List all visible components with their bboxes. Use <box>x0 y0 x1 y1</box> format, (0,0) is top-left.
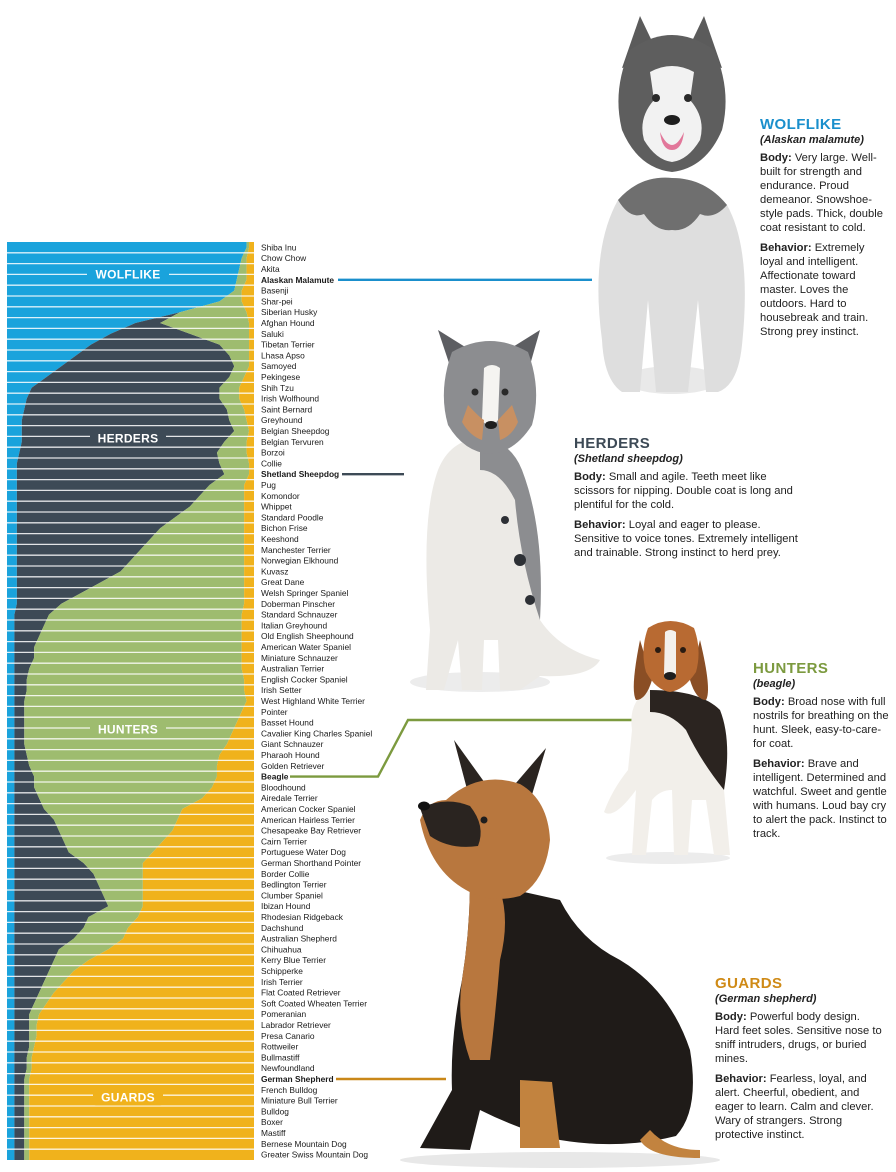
breed-label: Chow Chow <box>261 253 307 264</box>
breed-label: Shar-pei <box>261 296 293 307</box>
breed-label: Mastiff <box>261 1128 286 1138</box>
breed-label: Miniature Bull Terrier <box>261 1095 338 1106</box>
breed-label: Pharaoh Hound <box>261 750 320 760</box>
hunters-behavior <box>753 757 891 841</box>
group-label-wolflike: WOLFLIKE <box>95 267 161 282</box>
alaskan-malamute-image <box>598 16 744 394</box>
herders-body-label: Body: <box>574 471 606 483</box>
breed-label: Basset Hound <box>261 717 314 728</box>
breed-label: Cavalier King Charles Spaniel <box>261 728 373 739</box>
wolflike-body-text: Very large. Well-built for strength and endurance. Proud demeanor. Snowshoe-style pads. Thick, double coat resistant to cold. <box>760 152 883 234</box>
breed-label: Airedale Terrier <box>261 793 318 804</box>
breed-label: Belgian Tervuren <box>261 436 324 447</box>
breed-label: Miniature Schnauzer <box>261 652 338 663</box>
breed-label: English Cocker Spaniel <box>261 674 348 685</box>
breed-label: Pomeranian <box>261 1009 307 1020</box>
breed-label: Saint Bernard <box>261 404 313 415</box>
guards-panel <box>715 975 883 1148</box>
breed-label: French Bulldog <box>261 1084 318 1095</box>
breed-label: Welsh Springer Spaniel <box>261 588 349 598</box>
breed-label: Belgian Sheepdog <box>261 426 330 436</box>
stacked-area-layers <box>7 242 254 1160</box>
breed-label: Labrador Retriever <box>261 1020 331 1030</box>
breed-label: Border Collie <box>261 868 310 879</box>
breed-label: Ibizan Hound <box>261 901 311 912</box>
breed-label: Great Dane <box>261 577 305 588</box>
herders-body <box>574 470 800 512</box>
breed-label: Shiba Inu <box>261 242 297 253</box>
breed-label: Bulldog <box>261 1106 289 1117</box>
breed-label: Pekingese <box>261 372 301 382</box>
breed-label: Shih Tzu <box>261 382 294 393</box>
wolflike-body-label: Body: <box>760 152 792 164</box>
breed-label: Boxer <box>261 1117 283 1128</box>
breed-label: Kerry Blue Terrier <box>261 955 327 966</box>
breed-label: Rhodesian Ridgeback <box>261 912 343 922</box>
breed-label: Old English Sheephound <box>261 631 354 642</box>
breed-label: Akita <box>261 264 280 274</box>
breed-label: Komondor <box>261 490 300 501</box>
wolflike-behavior-label: Behavior: <box>760 242 812 254</box>
german-shepherd-image <box>400 740 720 1168</box>
group-label-hunters: HUNTERS <box>97 722 159 737</box>
breed-label: Chesapeake Bay Retriever <box>261 825 362 836</box>
breed-label: Australian Terrier <box>261 663 325 674</box>
hunters-body <box>753 695 891 751</box>
breed-label: Australian Shepherd <box>261 933 337 944</box>
wolflike-behavior <box>760 241 890 339</box>
breed-label: Keeshond <box>261 534 299 544</box>
breed-label: German Shepherd <box>261 1074 334 1084</box>
breed-label: Dachshund <box>261 922 304 933</box>
breed-label: Standard Poodle <box>261 512 324 523</box>
breed-label: Tibetan Terrier <box>261 339 315 350</box>
guards-body-label: Body: <box>715 1011 747 1023</box>
guards-behavior-label: Behavior: <box>715 1073 767 1085</box>
breed-label: Bedlington Terrier <box>261 879 327 890</box>
breed-label: Shetland Sheepdog <box>261 469 340 480</box>
herders-panel <box>574 435 800 566</box>
breed-label: Giant Schnauzer <box>261 739 324 750</box>
guards-title: GUARDS <box>715 975 783 992</box>
breed-label: Irish Terrier <box>261 976 303 987</box>
herders-behavior <box>574 518 800 560</box>
guards-behavior <box>715 1072 883 1142</box>
breed-label: Bernese Mountain Dog <box>261 1138 347 1149</box>
breed-label: Newfoundland <box>261 1063 315 1074</box>
breed-label: Bullmastiff <box>261 1052 300 1063</box>
herders-subtitle: (Shetland sheepdog) <box>574 453 683 465</box>
breed-label: Afghan Hound <box>261 318 315 328</box>
herders-behavior-text: Loyal and eager to please. Sensitive to voice tones. Extremely intelligent and trainable. Strong instinct to herd prey. <box>574 519 798 559</box>
breed-label: Bloodhound <box>261 782 306 793</box>
breed-label: Borzoi <box>261 447 285 458</box>
hunters-panel <box>753 660 891 847</box>
wolflike-subtitle: (Alaskan malamute) <box>760 134 864 146</box>
group-label-herders: HERDERS <box>97 431 159 446</box>
breed-label: Alaskan Malamute <box>261 274 335 285</box>
breed-label: Samoyed <box>261 361 297 372</box>
breed-label-list <box>261 242 372 1159</box>
breed-label: Italian Greyhound <box>261 620 328 631</box>
breed-label: American Water Spaniel <box>261 642 351 652</box>
breed-label: Doberman Pinscher <box>261 598 336 609</box>
breed-label: Bichon Frise <box>261 523 308 534</box>
breed-label: Rottweiler <box>261 1041 299 1052</box>
breed-label: Portuguese Water Dog <box>261 847 346 858</box>
breed-label: Whippet <box>261 501 292 512</box>
breed-label: Soft Coated Wheaten Terrier <box>261 998 367 1009</box>
breed-label: Standard Schnauzer <box>261 609 338 620</box>
breed-label: Kuvasz <box>261 566 289 577</box>
hunters-body-text: Broad nose with full nostrils for breathing on the hunt. Sleek, easy-to-care-for coat. <box>753 696 889 750</box>
breed-label: Greyhound <box>261 415 303 426</box>
shetland-sheepdog-image <box>410 330 600 692</box>
guards-body <box>715 1010 883 1066</box>
breed-label: Pointer <box>261 706 288 717</box>
breed-label: Irish Wolfhound <box>261 393 320 404</box>
wolflike-behavior-text: Extremely loyal and intelligent. Affectionate toward master. Loves the outdoors. Hard to housebreak and train. Strong prey instinct. <box>760 242 869 338</box>
breed-label: Irish Setter <box>261 685 302 696</box>
hunters-title: HUNTERS <box>753 660 829 677</box>
breed-label: Norwegian Elkhound <box>261 555 339 566</box>
breed-label: West Highland White Terrier <box>261 696 365 706</box>
breed-label: Presa Canario <box>261 1030 315 1041</box>
wolflike-panel <box>760 116 890 345</box>
breed-label: Clumber Spaniel <box>261 890 323 901</box>
breed-label: German Shorthand Pointer <box>261 858 362 868</box>
group-label-guards: GUARDS <box>101 1090 155 1105</box>
hunters-behavior-label: Behavior: <box>753 758 805 770</box>
beagle-image <box>604 621 730 864</box>
wolflike-title: WOLFLIKE <box>760 116 842 133</box>
breed-label: Chihuahua <box>261 944 302 955</box>
breed-label: Cairn Terrier <box>261 836 307 847</box>
wolflike-body <box>760 151 890 235</box>
guards-subtitle: (German shepherd) <box>715 993 817 1005</box>
breed-label: American Hairless Terrier <box>261 814 355 825</box>
guards-behavior-text: Fearless, loyal, and alert. Cheerful, obedient, and eager to learn. Calm and clever. Wary of strangers. Strong protective instinct. <box>715 1073 874 1141</box>
hunters-behavior-text: Brave and intelligent. Determined and watchful. Sweet and gentle with humans. Loud bay cry to alert the pack. Instinct to track. <box>753 758 887 840</box>
hunters-subtitle: (beagle) <box>753 678 796 690</box>
guards-body-text: Powerful body design. Hard feet soles. Sensitive nose to sniff intruders, drugs, or buried mines. <box>715 1011 882 1065</box>
breed-label: Beagle <box>261 771 289 782</box>
breed-label: American Cocker Spaniel <box>261 804 356 814</box>
breed-label: Greater Swiss Mountain Dog <box>261 1149 369 1160</box>
breed-label: Golden Retriever <box>261 760 325 771</box>
breed-label: Flat Coated Retriever <box>261 987 341 998</box>
herders-title: HERDERS <box>574 435 651 452</box>
breed-label: Basenji <box>261 285 289 296</box>
herders-behavior-label: Behavior: <box>574 519 626 531</box>
herders-body-text: Small and agile. Teeth meet like scissors for nipping. Double coat is long and plentiful for the cold. <box>574 471 793 511</box>
hunters-body-label: Body: <box>753 696 785 708</box>
breed-label: Saluki <box>261 328 284 339</box>
breed-label: Lhasa Apso <box>261 350 305 361</box>
breed-label: Collie <box>261 458 282 469</box>
breed-label: Siberian Husky <box>261 307 318 318</box>
breed-label: Pug <box>261 480 276 490</box>
breed-label: Manchester Terrier <box>261 544 331 555</box>
breed-label: Schipperke <box>261 966 303 976</box>
